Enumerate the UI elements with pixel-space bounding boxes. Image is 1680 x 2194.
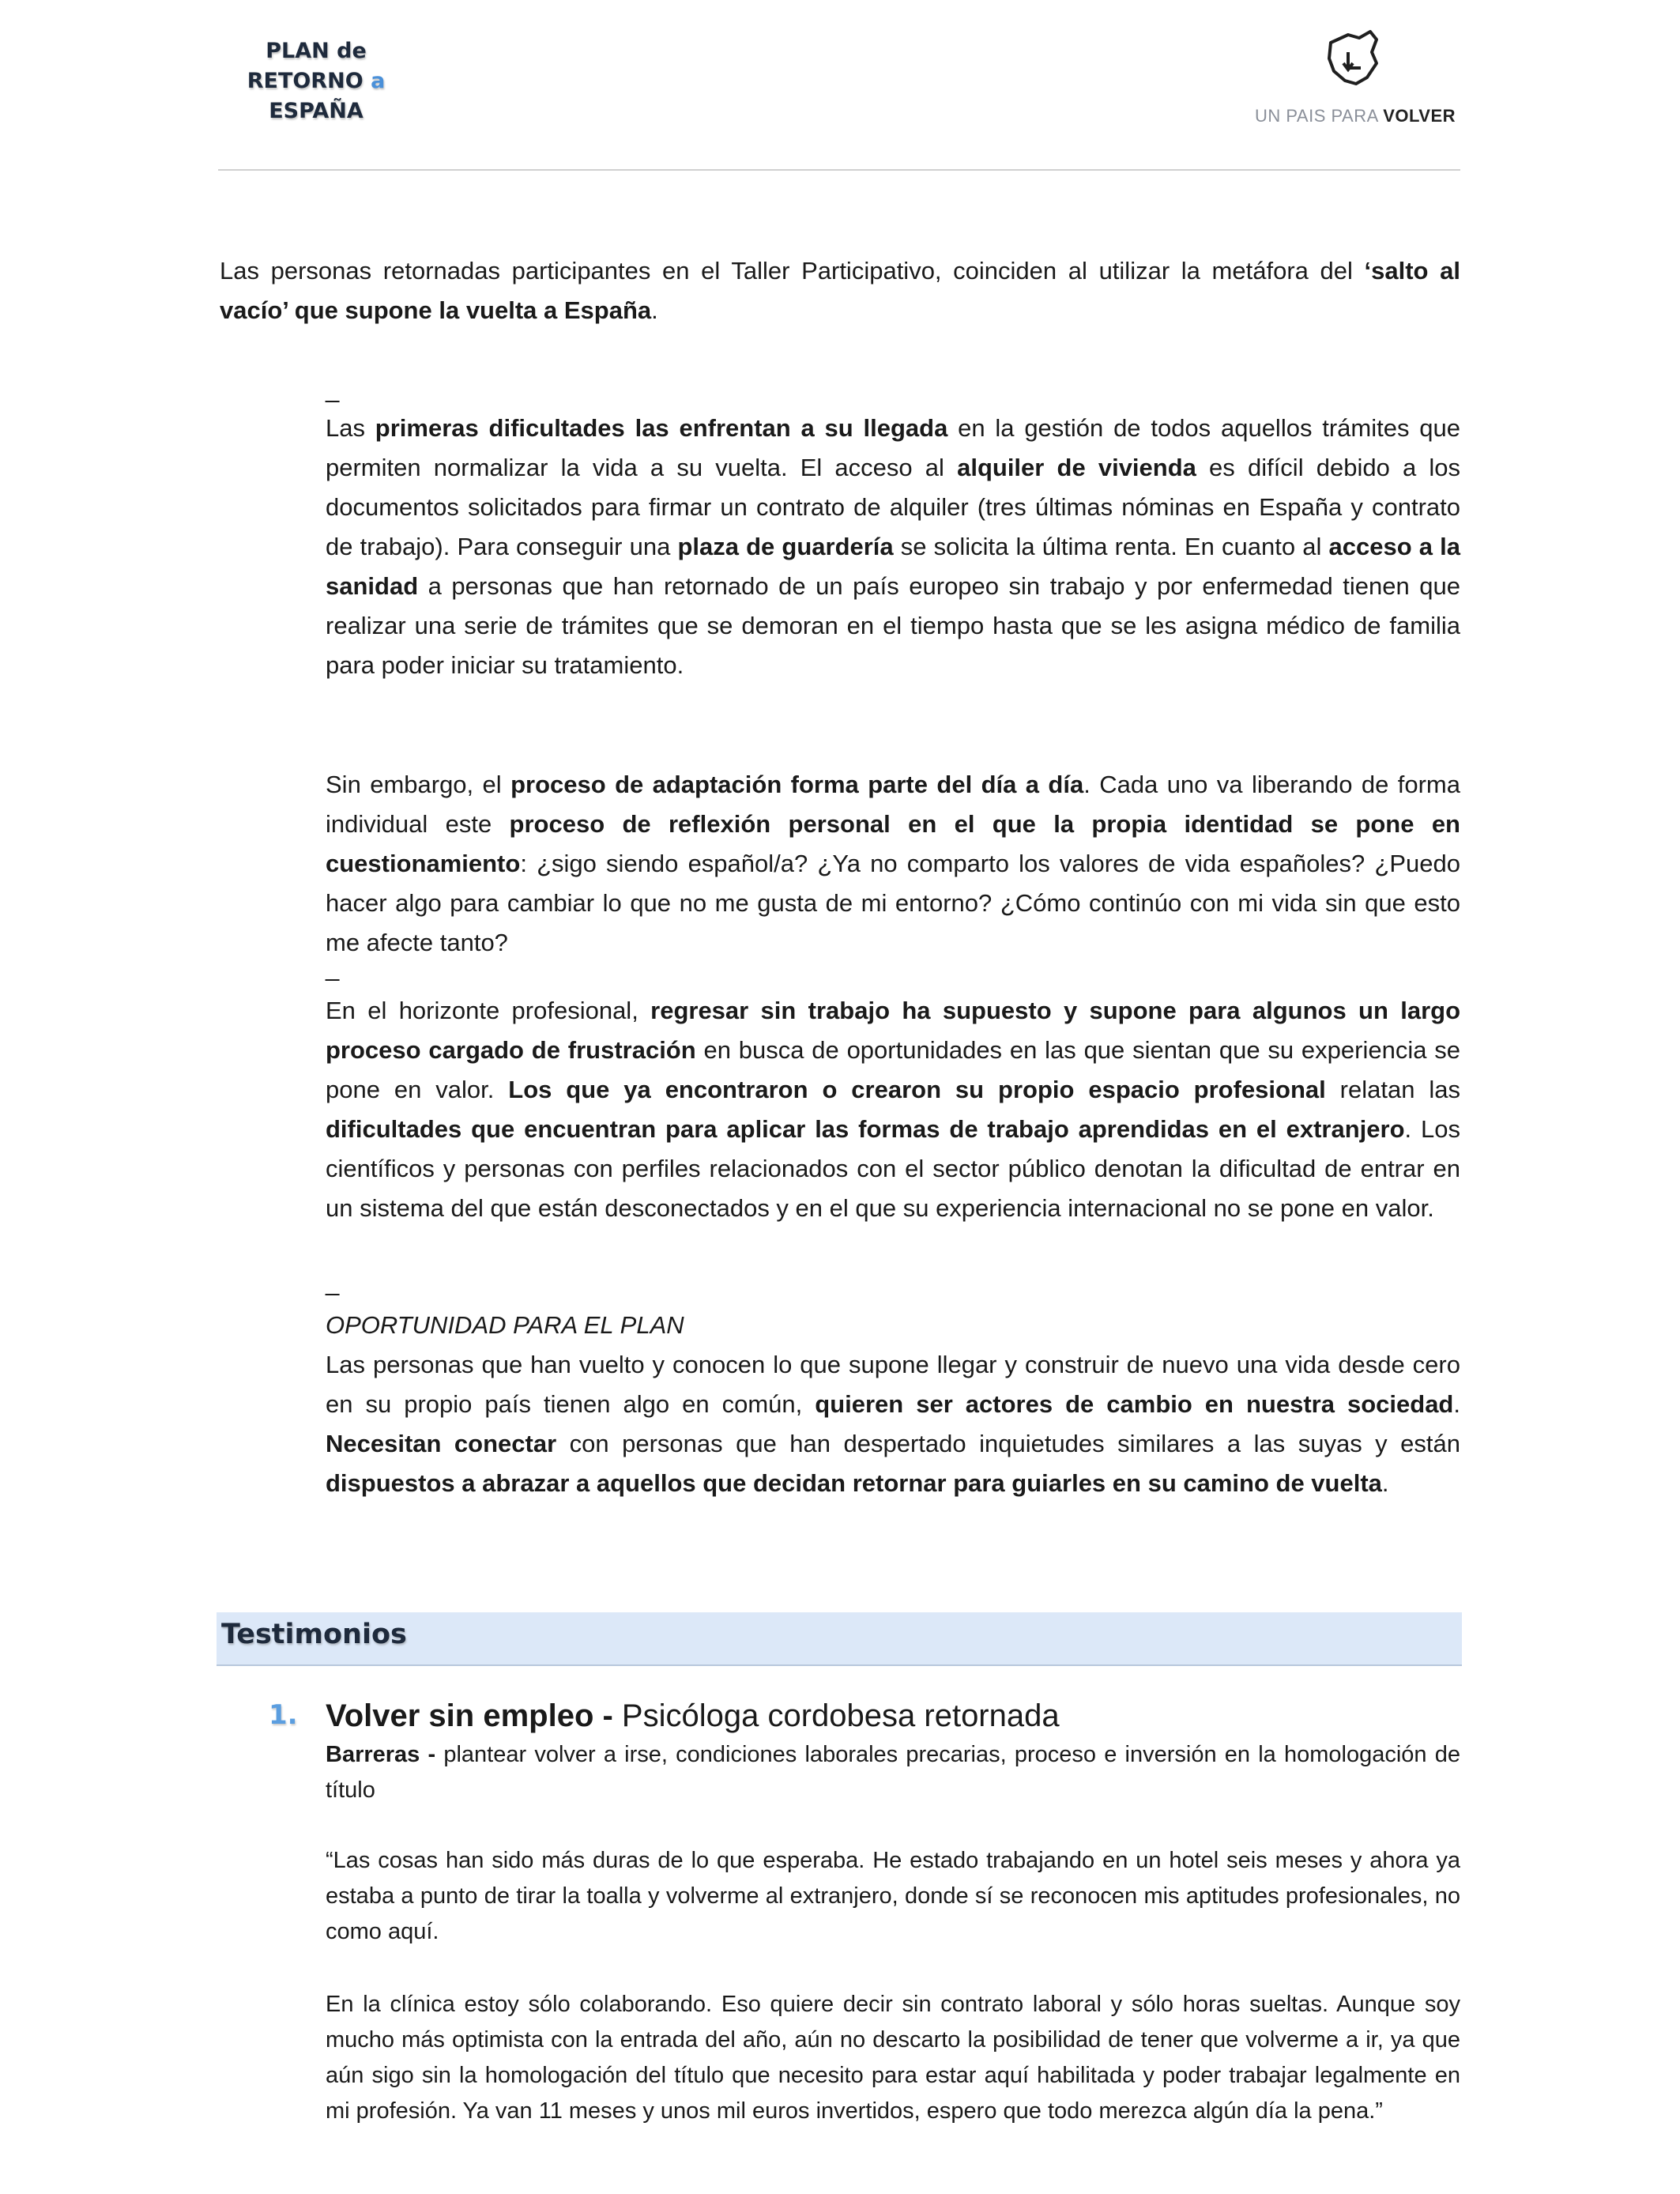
bold-run: plaza de guardería xyxy=(677,533,894,560)
barreras-line xyxy=(326,1737,1460,1808)
bold-run: alquiler de vivienda xyxy=(957,454,1196,481)
separator-dash: _ xyxy=(326,1269,340,1296)
brand-text-bold: VOLVER xyxy=(1383,106,1456,126)
text-run: Las personas que han vuelto y conocen lo que supone llegar y construir de nuevo una vida desde cero en su propio país tienen algo en común, xyxy=(326,1351,1460,1418)
logo-text: a xyxy=(371,69,386,93)
bold-run: proceso de adaptación forma parte del día a día xyxy=(510,771,1084,798)
testimonio-title-rest: Psicóloga cordobesa retornada xyxy=(621,1698,1060,1733)
bold-run: dispuestos a abrazar a aquellos que decidan retornar para guiarles en su camino de vuelta xyxy=(326,1469,1382,1497)
testimonio-title-bold: Volver sin empleo - xyxy=(326,1698,622,1733)
brand-name xyxy=(1255,106,1456,126)
text-run: En el horizonte profesional, xyxy=(326,997,651,1024)
bold-run: Necesitan conectar xyxy=(326,1430,557,1457)
header-divider xyxy=(218,169,1460,171)
barreras-label: Barreras - xyxy=(326,1742,444,1767)
text-run: : ¿sigo siendo español/a? ¿Ya no comparto los valores de vida españoles? ¿Puedo hacer algo para cambiar lo que no me gusta de mi entorno? ¿Cómo continúo con mi vida sin que esto me afecte tanto? xyxy=(326,850,1460,956)
un-pais-para-volver-logo xyxy=(1255,28,1456,131)
plan-retorno-logo xyxy=(237,36,395,126)
text-run: . Cada uno va liberando de forma individual este xyxy=(326,771,1460,838)
text-run: en busca de oportunidades en las que sientan que su experiencia se pone en valor. xyxy=(326,1036,1460,1103)
text-run: Sin embargo, el xyxy=(326,771,511,798)
bold-run: proceso de reflexión personal en el que la propia identidad se pone en cuestionamiento xyxy=(326,810,1460,877)
bold-run: ‘salto al vacío’ que supone la vuelta a España xyxy=(220,257,1460,324)
text-run: relatan las xyxy=(1325,1076,1460,1103)
section-title: Testimonios xyxy=(221,1619,407,1650)
logo-text: RETORNO xyxy=(247,69,371,93)
bold-run: Los que ya encontraron o crearon su propio espacio profesional xyxy=(508,1076,1326,1103)
separator-dash: _ xyxy=(326,954,340,982)
testimonio-title xyxy=(326,1696,1060,1736)
oportunidad-heading: OPORTUNIDAD PARA EL PLAN xyxy=(326,1311,684,1339)
text-run: a personas que han retornado de un país europeo sin trabajo y por enfermedad tienen que realizar una serie de trámites que se demoran en el tiempo hasta que se les asigna médico de familia para poder iniciar su tratamiento. xyxy=(326,572,1460,679)
bold-run: regresar sin trabajo ha supuesto y supone para algunos un largo proceso cargado de frustración xyxy=(326,997,1461,1064)
testimonio-quote-2: En la clínica estoy sólo colaborando. Eso quiere decir sin contrato laboral y sólo horas sueltas. Aunque soy mucho más optimista con la entrada del año, aún no descarto la posibilidad de tener que volverme a ir, ya que aún sigo sin la homologación del título que necesito para estar aquí habilitada y poder trabajar legalmente en mi profesión. Ya van 11 meses y unos mil euros invertidos, espero que todo merezca algún día la pena.” xyxy=(326,1992,1460,2124)
text-run: . xyxy=(1453,1390,1460,1418)
bold-run: quieren ser actores de cambio en nuestra sociedad xyxy=(815,1390,1454,1418)
bold-run: acceso a la sanidad xyxy=(326,533,1460,600)
paragraph-horizonte-profesional xyxy=(326,991,1460,1228)
paragraph-dificultades xyxy=(326,409,1460,685)
paragraph-oportunidad xyxy=(326,1306,1460,1503)
brand-text: UN PAIS PARA xyxy=(1255,106,1384,126)
bold-run: primeras dificultades las enfrentan a su llegada xyxy=(375,414,948,442)
logo-text: ESPAÑA xyxy=(269,99,363,123)
separator-dash: _ xyxy=(326,375,340,403)
map-pin-arrow-icon xyxy=(1324,28,1381,90)
section-heading-band xyxy=(217,1612,1462,1666)
intro-paragraph xyxy=(220,251,1460,330)
bold-run: dificultades que encuentran para aplicar las formas de trabajo aprendidas en el extranjero xyxy=(326,1115,1405,1143)
text-run: se solicita la última renta. En cuanto al xyxy=(893,533,1329,560)
testimonio-quote-1: “Las cosas han sido más duras de lo que esperaba. He estado trabajando en un hotel seis meses y ahora ya estaba a punto de tirar la toalla y volverme al extranjero, donde sí se reconocen mis aptitudes profesionales, no como aquí. xyxy=(326,1848,1460,1944)
text-run: en la gestión de todos aquellos trámites que permiten normalizar la vida a su vuelta. El acceso al xyxy=(326,414,1460,481)
text-run: . xyxy=(651,296,658,324)
barreras-text: plantear volver a irse, condiciones laborales precarias, proceso e inversión en la homologación de título xyxy=(326,1742,1460,1803)
text-run: es difícil debido a los documentos solicitados para firmar un contrato de alquiler (tres últimas nóminas en España y contrato de trabajo). Para conseguir una xyxy=(326,454,1461,560)
logo-text: de xyxy=(337,39,367,63)
list-number: 1. xyxy=(269,1699,298,1731)
logo-text: PLAN xyxy=(266,39,337,63)
text-run: con personas que han despertado inquietudes similares a las suyas y están xyxy=(556,1430,1460,1457)
text-run: Las personas retornadas participantes en el Taller Participativo, coinciden al utilizar la metáfora del xyxy=(220,257,1365,285)
text-run: Las xyxy=(326,414,375,442)
text-run: . Los científicos y personas con perfiles relacionados con el sector público denotan la dificultad de entrar en un sistema del que están desconectados y en el que su experiencia internacional no se pone en valor. xyxy=(326,1115,1460,1222)
paragraph-adaptacion xyxy=(326,765,1460,963)
text-run: . xyxy=(1381,1469,1389,1497)
